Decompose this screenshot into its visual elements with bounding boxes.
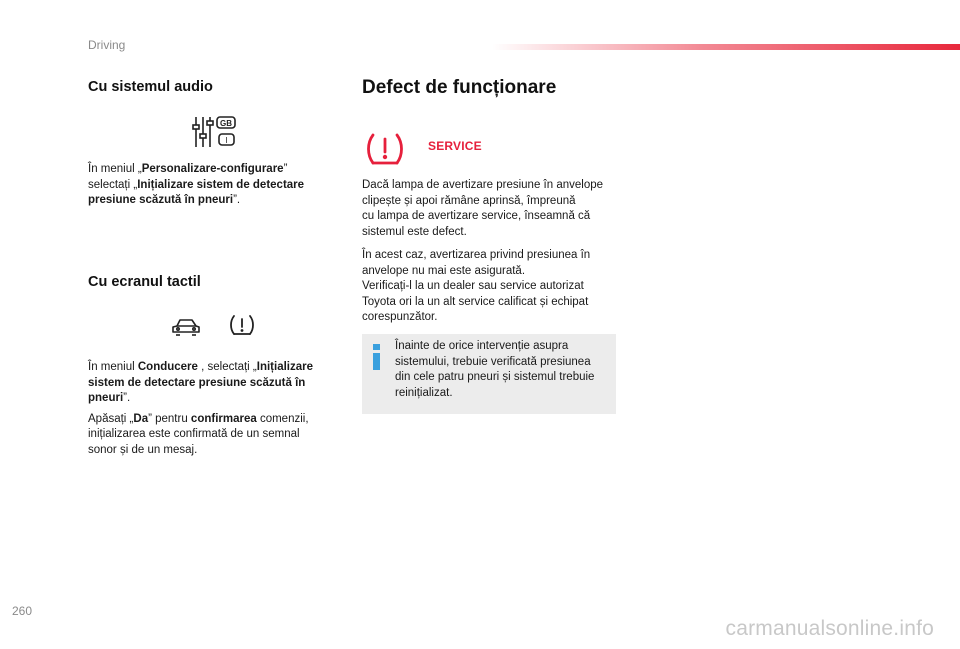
car-icon: [170, 316, 202, 338]
malfunction-paragraph-1: Dacă lampa de avertizare presiune în anvelope clipește și apoi rămâne aprinsă, împreună cu lampa de avertizare service, înseamnă că sistemul este defect.: [362, 179, 604, 238]
watermark: carmanualsonline.info: [725, 617, 934, 640]
header-accent-bar: [492, 44, 960, 50]
tyre-pressure-icon: [228, 313, 256, 339]
service-warning-label: SERVICE: [428, 139, 482, 153]
section-label: Driving: [88, 38, 126, 52]
tyre-warning-red-icon: [364, 131, 406, 169]
malfunction-heading: Defect de funcționare: [362, 77, 557, 98]
badge-gb-text: GB: [220, 119, 232, 128]
touchscreen-instructions: În meniul Conducere , selectați „Inițializare sistem de detectare presiune scăzută în pneuri”. Apăsați „Da” pentru confirmarea comenzii, inițializarea este confirmată de un semnal sonor și de un mesaj.: [88, 361, 313, 456]
audio-instructions: În meniul „Personalizare-configurare” selectați „Inițializare sistem de detectare presiune scăzută în pneuri”.: [88, 163, 305, 206]
touchscreen-heading: Cu ecranul tactil: [88, 274, 201, 290]
audio-heading: Cu sistemul audio: [88, 79, 213, 95]
info-note-text: Înainte de orice intervenție asupra sistemului, trebuie verificată presiunea din cele patru pneuri și sistemul trebuie reinițializat.: [395, 340, 595, 399]
malfunction-paragraph-2: În acest caz, avertizarea privind presiunea în anvelope nu mai este asigurată. Verificați-l la un dealer sau service autorizat Toyota ori la un alt service calificat și echipat corespunzător.: [362, 249, 591, 323]
page-number: 260: [12, 604, 33, 618]
audio-settings-icon: [192, 114, 238, 150]
info-note-box: [362, 334, 616, 414]
badge-i-text: I: [225, 136, 228, 145]
